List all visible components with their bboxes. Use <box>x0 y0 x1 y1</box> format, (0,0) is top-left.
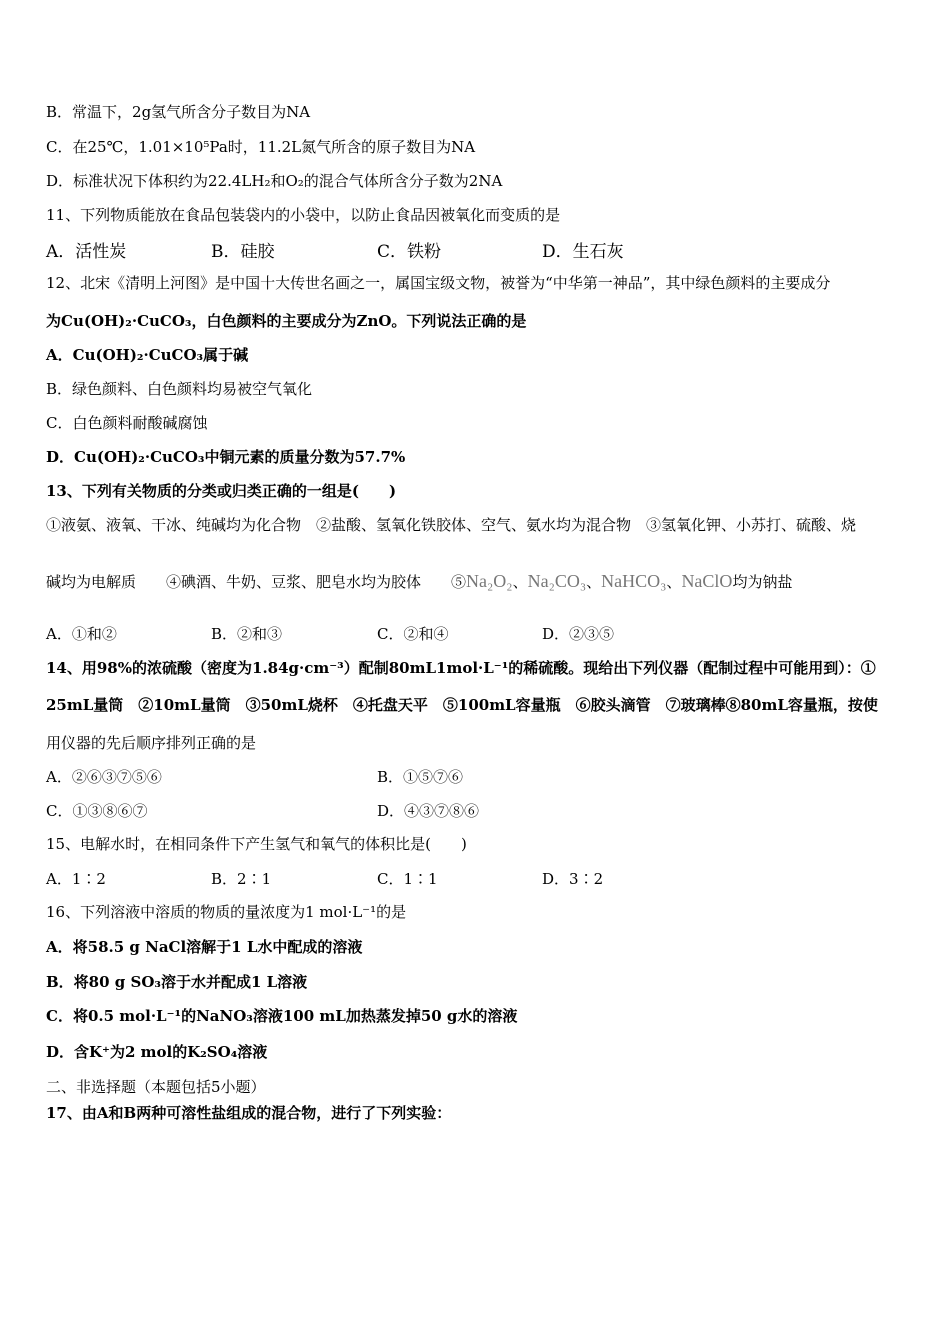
q13-option-d: D．②③⑤ <box>542 625 615 643</box>
q13-statement-line1: ①液氨、液氧、干冰、纯碱均为化合物 ②盐酸、氢氧化铁胶体、空气、氨水均为混合物 ③氢氧化钾、小苏打、硫酸、烧 <box>46 516 857 534</box>
q15-stem: 15、电解水时，在相同条件下产生氢气和氧气的体积比是( ) <box>46 835 467 853</box>
q14-option-c: C．①③⑧⑥⑦ <box>46 802 148 820</box>
formula-nahco3: NaHCO₃ <box>601 571 667 591</box>
q17-stem: 17、由A和B两种可溶性盐组成的混合物，进行了下列实验： <box>46 1104 452 1122</box>
q13-stem: 13、下列有关物质的分类或归类正确的一组是( ) <box>46 482 397 500</box>
separator: 、 <box>586 573 602 591</box>
q15-option-a: A．1∶2 <box>46 870 106 888</box>
q11-option-a: A．活性炭 <box>46 242 127 262</box>
q11-option-c: C．铁粉 <box>377 242 442 262</box>
q13-statement-tail: 均为钠盐 <box>732 573 793 591</box>
q16-option-b: B．将80 g SO₃溶于水并配成1 L溶液 <box>46 973 308 991</box>
q16-option-d: D．含K⁺为2 mol的K₂SO₄溶液 <box>46 1043 268 1061</box>
q12-stem-line1: 12、北宋《清明上河图》是中国十大传世名画之一，属国宝级文物，被誉为“中华第一神品”，其中绿色颜料的主要成分 <box>46 274 831 292</box>
q14-options-row2 <box>46 800 906 822</box>
q13-options <box>46 623 906 645</box>
q15-option-d: D．3∶2 <box>542 870 604 888</box>
q12-option-d: D．Cu(OH)₂·CuCO₃中铜元素的质量分数为57.7% <box>46 448 406 466</box>
q15-option-b: B．2∶1 <box>211 870 272 888</box>
q16-stem: 16、下列溶液中溶质的物质的量浓度为1 mol·L⁻¹的是 <box>46 903 407 921</box>
q10-option-d: D．标准状况下体积约为22.4LH₂和O₂的混合气体所含分子数为2NA <box>46 172 503 190</box>
section-heading: 二、非选择题（本题包括5小题） <box>46 1078 266 1096</box>
q12-option-a: A．Cu(OH)₂·CuCO₃属于碱 <box>46 346 249 364</box>
q12-option-c: C．白色颜料耐酸碱腐蚀 <box>46 414 208 432</box>
formula-naclo: NaClO <box>681 571 733 591</box>
q14-option-b: B．①⑤⑦⑥ <box>377 768 464 786</box>
q14-stem-line1: 14、用98%的浓硫酸（密度为1.84g·cm⁻³）配制80mL1mol·L⁻¹的稀硫酸。现给出下列仪器（配制过程中可能用到）：① <box>46 659 876 677</box>
q15-options <box>46 868 906 890</box>
q12-option-b: B．绿色颜料、白色颜料均易被空气氧化 <box>46 380 313 398</box>
q13-option-a: A．①和② <box>46 625 117 643</box>
q11-option-d: D．生石灰 <box>542 242 624 262</box>
q11-stem: 11、下列物质能放在食品包装袋内的小袋中，以防止食品因被氧化而变质的是 <box>46 206 561 224</box>
q14-stem-line2: 25mL量筒 ②10mL量筒 ③50mL烧杯 ④托盘天平 ⑤100mL容量瓶 ⑥胶头滴管 ⑦玻璃棒⑧80mL容量瓶，按使 <box>46 696 878 714</box>
q16-option-c: C．将0.5 mol·L⁻¹的NaNO₃溶液100 mL加热蒸发掉50 g水的溶液 <box>46 1007 518 1025</box>
q14-option-a: A．②⑥③⑦⑤⑥ <box>46 768 162 786</box>
q13-statement-line2-text: 碱均为电解质 ④碘酒、牛奶、豆浆、肥皂水均为胶体 ⑤ <box>46 573 467 591</box>
q11-options <box>46 237 906 262</box>
q11-option-b: B．硅胶 <box>211 242 275 262</box>
q15-option-c: C．1∶1 <box>377 870 438 888</box>
q10-option-b: B．常温下，2g氢气所含分子数目为NA <box>46 103 311 121</box>
q16-option-a: A．将58.5 g NaCl溶解于1 L水中配成的溶液 <box>46 938 363 956</box>
q13-statement-line2 <box>46 571 792 592</box>
formula-na2o2: Na₂O₂ <box>466 571 513 591</box>
q13-option-b: B．②和③ <box>211 625 283 643</box>
separator: 、 <box>666 573 682 591</box>
q13-option-c: C．②和④ <box>377 625 449 643</box>
q10-option-c: C．在25℃，1.01×10⁵Pa时，11.2L氮气所含的原子数目为NA <box>46 138 476 156</box>
q14-options-row1 <box>46 766 906 788</box>
separator: 、 <box>512 573 528 591</box>
q14-option-d: D．④③⑦⑧⑥ <box>377 802 480 820</box>
q14-stem-line3: 用仪器的先后顺序排列正确的是 <box>46 734 257 752</box>
q12-stem-line2: 为Cu(OH)₂·CuCO₃，白色颜料的主要成分为ZnO。下列说法正确的是 <box>46 312 527 330</box>
formula-na2co3: Na₂CO₃ <box>527 571 587 591</box>
